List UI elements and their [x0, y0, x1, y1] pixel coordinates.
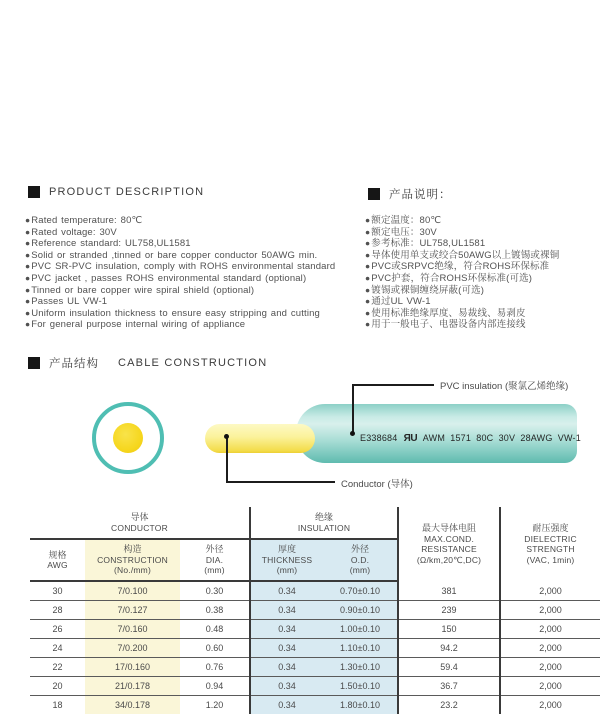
table-row	[30, 658, 600, 677]
dia-cell: 0.48	[180, 620, 250, 639]
list-item: ● 通过UL VW-1	[365, 296, 600, 308]
awg-column-header	[30, 539, 85, 581]
dielectric-cell: 2,000	[500, 677, 600, 696]
resistance-cell: 23.2	[398, 696, 500, 714]
product-description-cn-header	[368, 186, 452, 202]
dielectric-header-cn: 耐压强度	[532, 523, 569, 533]
cable-diagram	[0, 370, 603, 515]
section-square-icon	[28, 357, 40, 369]
list-item: ● 导体使用单支或绞合50AWG以上镀锡或裸铜	[365, 250, 600, 262]
construction-column-header	[85, 539, 180, 581]
thickness-header-cn: 厚度	[278, 544, 297, 555]
list-item: ● PVC或SRPVC绝缘，符合ROHS环保标准	[365, 261, 600, 273]
dia-header-en: DIA.	[205, 554, 224, 565]
specification-table	[30, 507, 600, 714]
od-column-header	[323, 539, 398, 581]
conductor-label: Conductor (导体)	[341, 479, 413, 490]
list-item: ● Reference standard: UL758,UL1581	[25, 238, 365, 250]
insulation-group-cn: 绝缘	[315, 512, 334, 522]
conductor-group-en: CONDUCTOR	[111, 522, 168, 533]
list-item: ● Passes UL VW-1	[25, 296, 365, 308]
thickness-cell: 0.34	[250, 696, 323, 714]
dielectric-cell: 2,000	[500, 620, 600, 639]
cable-construction-header	[28, 355, 267, 371]
od-cell: 1.80±0.10	[323, 696, 398, 714]
table-row	[30, 601, 600, 620]
construction-cell: 17/0.160	[85, 658, 180, 677]
list-item: ● Solid or stranded ,tinned or bare copper conductor 50AWG min.	[25, 250, 365, 262]
od-cell: 1.00±0.10	[323, 620, 398, 639]
dia-header-unit: (mm)	[204, 565, 225, 576]
section-square-icon	[28, 186, 40, 198]
awg-cell: 24	[30, 639, 85, 658]
table-row	[30, 639, 600, 658]
resistance-cell: 381	[441, 585, 457, 596]
construction-cell: 7/0.127	[85, 601, 180, 620]
awg-header-cn: 规格	[48, 549, 67, 560]
awg-cell: 28	[30, 601, 85, 620]
table-row	[30, 696, 600, 714]
dia-column-header	[180, 539, 250, 581]
insulation-label: PVC insulation (聚氯乙烯绝缘)	[440, 381, 569, 392]
list-item: ● PVC护套，符合ROHS环保标准(可选)	[365, 273, 600, 285]
list-item: ● 额定温度：80℃	[365, 215, 600, 227]
construction-cell: 21/0.178	[85, 677, 180, 696]
list-item: ● Uniform insulation thickness to ensure easy stripping and cutting	[25, 308, 365, 320]
construction-header-unit: (No./mm)	[113, 565, 151, 576]
cable-construction-en-title: CABLE CONSTRUCTION	[118, 357, 268, 369]
cable-rating-text: AWM 1571 80C 30V 28AWG VW-1	[422, 433, 581, 443]
dia-header-cn: 外径	[205, 544, 224, 555]
description-list-cn	[365, 215, 600, 331]
list-item: ● PVC SR-PVC insulation, comply with ROHS environmental standard	[25, 261, 365, 273]
dielectric-column-header	[500, 507, 600, 581]
dia-cell: 0.76	[180, 658, 250, 677]
dia-cell: 0.60	[180, 639, 250, 658]
construction-header-en: CONSTRUCTION	[97, 554, 168, 565]
thickness-cell: 0.34	[250, 620, 323, 639]
insulation-leader-line-h	[352, 384, 434, 386]
resistance-cell: 94.2	[398, 639, 500, 658]
construction-cell: 7/0.200	[85, 639, 180, 658]
awg-cell: 20	[30, 677, 85, 696]
od-cell: 1.10±0.10	[323, 639, 398, 658]
resistance-column-header	[398, 507, 500, 581]
conductor-leader-line-h	[226, 481, 335, 483]
dielectric-cell: 2,000	[500, 658, 600, 677]
thickness-cell: 0.34	[250, 658, 323, 677]
list-item: ● PVC jacket , passes ROHS environmental standard (optional)	[25, 273, 365, 285]
insulation-leader-dot	[350, 431, 355, 436]
table-row	[30, 581, 600, 601]
od-cell: 0.70±0.10	[323, 581, 398, 601]
dia-cell: 1.20	[180, 696, 250, 714]
dielectric-cell: 2,000	[500, 581, 600, 601]
insulation-group-header	[250, 507, 398, 539]
thickness-column-header	[250, 539, 323, 581]
dielectric-header-en2: STRENGTH	[526, 544, 575, 554]
resistance-header-unit: (Ω/km,20℃,DC)	[416, 554, 482, 565]
product-description-title: PRODUCT DESCRIPTION	[49, 186, 205, 198]
dia-cell: 0.94	[180, 677, 250, 696]
thickness-cell: 0.34	[250, 677, 323, 696]
resistance-cell: 36.7	[398, 677, 500, 696]
construction-cell: 34/0.178	[85, 696, 180, 714]
awg-header-en: AWG	[47, 560, 68, 570]
resistance-header-en1: MAX.COND.	[424, 533, 475, 544]
list-item: ● For general purpose internal wiring of appliance	[25, 319, 365, 331]
resistance-cell: 59.4	[398, 658, 500, 677]
ul-recognized-mark-icon: ЯU	[403, 433, 418, 444]
dielectric-cell: 2,000	[500, 601, 600, 620]
conductor-leader-dot	[224, 434, 229, 439]
od-cell: 1.30±0.10	[323, 658, 398, 677]
dielectric-cell: 2,000	[500, 696, 600, 714]
list-item: ● 额定电压：30V	[365, 227, 600, 239]
cable-cross-section-conductor	[113, 423, 143, 453]
table-row	[30, 677, 600, 696]
resistance-cell: 239	[398, 601, 500, 620]
od-cell: 1.50±0.10	[323, 677, 398, 696]
dielectric-cell: 2,000	[500, 639, 600, 658]
conductor-group-cn: 导体	[130, 512, 149, 522]
construction-header-cn: 构造	[123, 544, 142, 555]
section-square-icon	[368, 188, 380, 200]
awg-cell: 26	[30, 620, 85, 639]
conductor-leader-line-v	[226, 436, 228, 482]
dia-cell: 0.38	[180, 601, 250, 620]
conductor-group-header	[30, 507, 250, 539]
awg-cell: 30	[52, 586, 63, 596]
thickness-cell: 0.34	[250, 601, 323, 620]
insulation-leader-line-v	[352, 384, 354, 433]
list-item: ● 参考标准：UL758,UL1581	[365, 238, 600, 250]
list-item: ● Tinned or bare copper wire spiral shield (optional)	[25, 285, 365, 297]
cable-construction-cn-title: 产品结构	[49, 358, 99, 370]
od-cell: 0.90±0.10	[323, 601, 398, 620]
resistance-header-en2: RESISTANCE	[421, 544, 477, 554]
dia-cell: 0.30	[205, 586, 224, 596]
product-description-cn-title: 产品说明：	[389, 189, 452, 201]
list-item: ● Rated temperature: 80℃	[25, 215, 365, 227]
od-header-en: O.D.	[350, 554, 370, 565]
cable-print-text	[360, 433, 581, 444]
od-header-cn: 外径	[351, 544, 370, 555]
list-item: ● Rated voltage: 30V	[25, 227, 365, 239]
list-item: ● 镀锡或裸铜缠绕屏蔽(可选)	[365, 285, 600, 297]
cable-conductor-rod	[205, 424, 315, 453]
thickness-cell: 0.34	[250, 581, 323, 601]
construction-cell: 7/0.160	[85, 620, 180, 639]
table-row	[30, 620, 600, 639]
list-item: ● 使用标准绝缘厚度、易裁线、易剥皮	[365, 308, 600, 320]
od-header-unit: (mm)	[349, 565, 371, 576]
awg-cell: 18	[30, 696, 85, 714]
dielectric-header-unit: (VAC, 1min)	[526, 554, 575, 565]
description-list-en	[25, 215, 365, 331]
insulation-group-en: INSULATION	[297, 522, 351, 533]
dielectric-header-en1: DIELECTRIC	[524, 533, 577, 544]
thickness-cell: 0.34	[250, 639, 323, 658]
resistance-header-cn: 最大导体电阻	[422, 523, 477, 533]
product-description-header	[28, 186, 204, 198]
list-item: ● 用于一般电子、电器设备内部连接线	[365, 319, 600, 331]
construction-cell: 7/0.100	[85, 581, 180, 601]
resistance-cell: 150	[398, 620, 500, 639]
ul-file-number: E338684	[360, 433, 398, 443]
thickness-header-en: THICKNESS	[261, 554, 313, 565]
awg-cell: 22	[30, 658, 85, 677]
thickness-header-unit: (mm)	[276, 565, 298, 576]
